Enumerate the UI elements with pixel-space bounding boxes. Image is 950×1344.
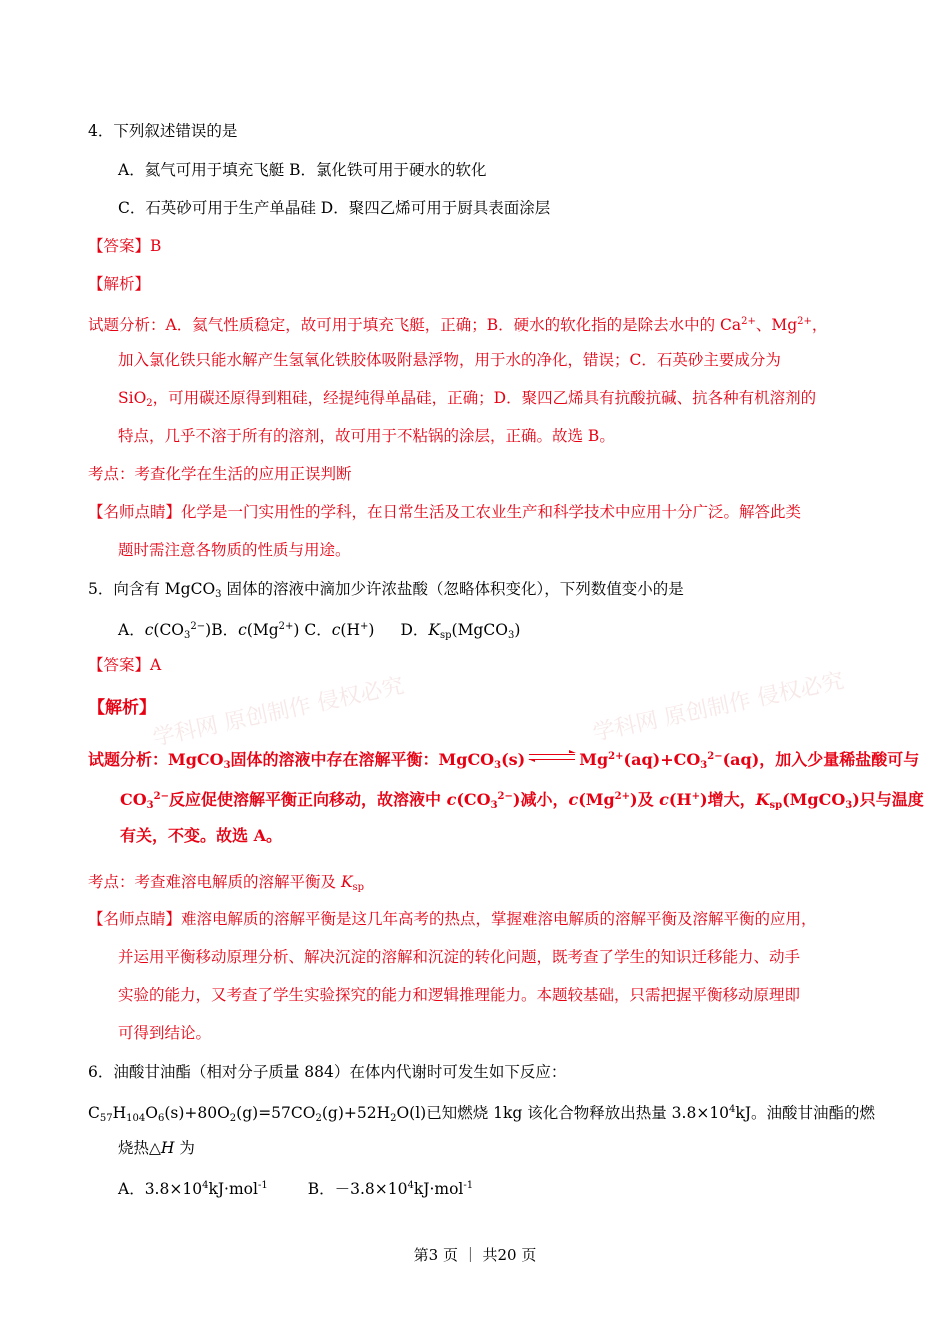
- watermark-logo: 学科网 原创制作 侵权必究: [150, 673, 407, 752]
- q5-answer: 【答案】A: [88, 656, 162, 674]
- q5-tip-line-2: 并运用平衡移动原理分析、解决沉淀的溶解和沉淀的转化问题，既考查了学生的知识迁移能力、动手: [118, 948, 801, 966]
- q5-stem: 5．向含有 MgCO$_3$ 固体的溶液中滴加少许浓盐酸（忽略体积变化），下列数值变小的是: [88, 580, 684, 600]
- q4-analysis-line-3: SiO$_2$，可用碳还原得到粗硅，经提纯得单晶硅，正确；D．聚四乙烯具有抗酸抗碱、抗各种有机溶剂的: [118, 389, 817, 409]
- q5-analysis-line-2: $CO_3^{2-}$反应促使溶解平衡正向移动，故溶液中 $c(CO_3^{2-})$减小，$c(Mg^{2+})$及 c(H+)增大，$K_{sp}(MgCO_3)$只与温度: [120, 790, 924, 811]
- q5-analysis-line-3: 有关，不变。故选 A。: [120, 826, 282, 845]
- q4-analysis-heading: 【解析】: [88, 275, 151, 293]
- q5-analysis-heading: 【解析】: [88, 698, 156, 718]
- q5-kaodian: 考点：考查难溶电解质的溶解平衡及 $K_{sp}$: [88, 873, 365, 893]
- q4-answer: 【答案】B: [88, 237, 162, 255]
- q4-kaodian: 考点：考查化学在生活的应用正误判断: [88, 465, 352, 483]
- q5-tip-line-1: 【名师点睛】难溶电解质的溶解平衡是这几年高考的热点，掌握难溶电解质的溶解平衡及溶解平衡的应用，: [88, 910, 817, 928]
- q5-tip-line-4: 可得到结论。: [118, 1024, 212, 1042]
- q5-tip-line-3: 实验的能力，又考查了学生实验探究的能力和逻辑推理能力。本题较基础，只需把握平衡移动原理即: [118, 986, 801, 1004]
- q4-tip-line-1: 【名师点睛】化学是一门实用性的学科，在日常生活及工农业生产和科学技术中应用十分广泛。解答此类: [88, 503, 802, 521]
- q6-equation-line: $C_{57}H_{104}O_6(s)+80O_2(g)=57CO_2(g)+52H_2O(l)$已知燃烧 1kg 该化合物释放出热量 $3.8\times 10^4kJ$。油酸甘油酯的燃: [88, 1104, 876, 1124]
- q5-analysis-line-1: 试题分析：MgCO$_3$固体的溶液中存在溶解平衡：MgCO$_3$(s) $Mg^{2+}(aq)+CO_3^{2-}(aq)$，加入少量稀盐酸可与: [88, 750, 920, 771]
- equilibrium-arrow-icon: [529, 751, 575, 763]
- q4-options-ab: A．氦气可用于填充飞艇 B．氯化铁可用于硬水的软化: [118, 161, 487, 179]
- q6-stem-line-2: 烧热△H 为: [118, 1139, 195, 1157]
- q4-stem: 4．下列叙述错误的是: [88, 122, 238, 140]
- q4-analysis-line-1: 试题分析：A．氦气性质稳定，故可用于填充飞艇，正确；B．硬水的软化指的是除去水中的 $Ca^{2+}$、$Mg^{2+}$，: [88, 316, 828, 334]
- watermark-logo: 学科网 原创制作 侵权必究: [590, 668, 847, 747]
- q6-stem: 6．油酸甘油酯（相对分子质量 884）在体内代谢时可发生如下反应：: [88, 1063, 567, 1081]
- q4-analysis-line-4: 特点，几乎不溶于所有的溶剂，故可用于不粘锅的涂层，正确。故选 B。: [118, 427, 615, 445]
- q4-options-cd: C．石英砂可用于生产单晶硅 D．聚四乙烯可用于厨具表面涂层: [118, 199, 551, 217]
- page-footer: 第3 页 ｜ 共20 页: [413, 1246, 537, 1264]
- q6-options: A．$3.8\times 10^4kJ\cdot mol^{-1}$ B．$-3.8\times 10^4kJ\cdot mol^{-1}$: [118, 1180, 474, 1198]
- q4-analysis-line-2: 加入氯化铁只能水解产生氢氧化铁胶体吸附悬浮物，用于水的净化，错误；C．石英砂主要成分为: [118, 351, 781, 369]
- q4-tip-line-2: 题时需注意各物质的性质与用途。: [118, 541, 351, 559]
- q5-options: A．$c(CO_3^{2-})B$．$c(Mg^{2+})$ C．c(H+) D．$K_{sp}(MgCO_3)$: [118, 621, 521, 641]
